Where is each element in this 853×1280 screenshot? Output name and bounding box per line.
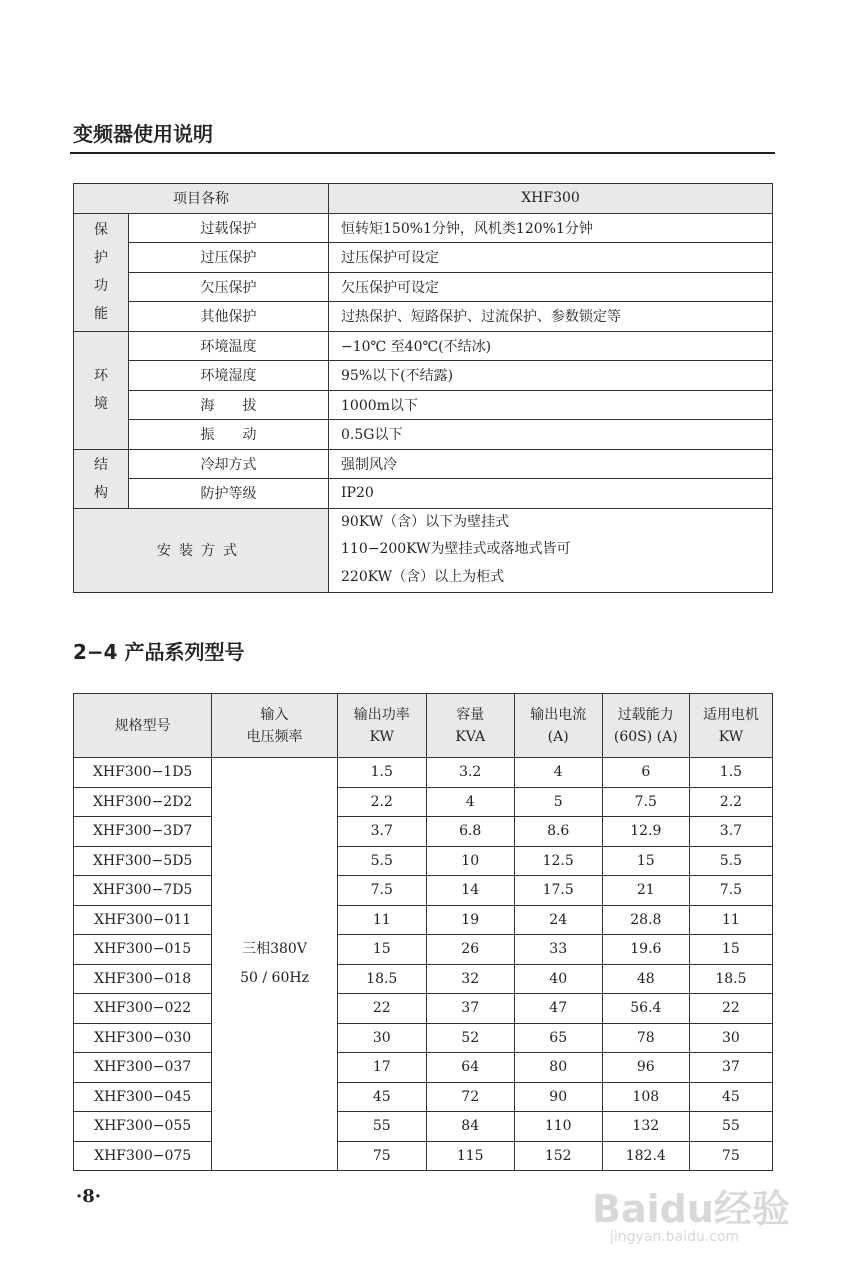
item-value: 1000m以下 [329, 390, 773, 420]
cell-value: 56.4 [602, 994, 689, 1024]
header-rule [70, 152, 775, 154]
item-name: 环境湿度 [129, 361, 329, 391]
header-line: (60S) (A) [613, 728, 678, 745]
item-value: 欠压保护可设定 [329, 272, 773, 302]
group-label [74, 331, 129, 449]
cell-value: 4 [514, 758, 602, 788]
column-header [689, 694, 772, 758]
cell-value: 15 [337, 935, 426, 965]
spec-table [73, 183, 773, 593]
install-line: 90KW（含）以下为壁挂式 [341, 513, 510, 530]
item-name: 冷却方式 [129, 449, 329, 479]
install-row [74, 508, 773, 592]
table-row [74, 876, 773, 906]
cell-value: 15 [602, 846, 689, 876]
group-char: 构 [94, 484, 108, 501]
table-row [74, 846, 773, 876]
model-name: XHF300−5D5 [74, 846, 212, 876]
cell-value: 17 [337, 1053, 426, 1083]
cell-value: 115 [426, 1141, 514, 1171]
input-voltage [212, 758, 337, 1171]
item-value: −10℃ 至40℃(不结冰) [329, 331, 773, 361]
cell-value: 5.5 [337, 846, 426, 876]
cell-value: 64 [426, 1053, 514, 1083]
cell-value: 1.5 [689, 758, 772, 788]
item-value: 恒转矩150%1分钟，风机类120%1分钟 [329, 213, 773, 243]
cell-value: 55 [689, 1112, 772, 1142]
item-name: 过压保护 [129, 243, 329, 273]
cell-value: 55 [337, 1112, 426, 1142]
item-value: IP20 [329, 479, 773, 509]
header-line: (A) [547, 728, 569, 745]
cell-value: 11 [689, 905, 772, 935]
cell-value: 11 [337, 905, 426, 935]
model-name: XHF300−3D7 [74, 817, 212, 847]
cell-value: 12.5 [514, 846, 602, 876]
cell-value: 6.8 [426, 817, 514, 847]
install-value [329, 508, 773, 592]
cell-value: 84 [426, 1112, 514, 1142]
cell-value: 22 [689, 994, 772, 1024]
cell-value: 18.5 [689, 964, 772, 994]
cell-value: 18.5 [337, 964, 426, 994]
cell-value: 40 [514, 964, 602, 994]
cell-value: 48 [602, 964, 689, 994]
cell-value: 75 [337, 1141, 426, 1171]
cell-value: 22 [337, 994, 426, 1024]
install-line: 110−200KW为壁挂式或落地式皆可 [341, 541, 571, 558]
table-row [74, 758, 773, 788]
group-label [74, 449, 129, 508]
cell-value: 78 [602, 1023, 689, 1053]
item-value: 过压保护可设定 [329, 243, 773, 273]
cell-value: 3.7 [689, 817, 772, 847]
table-row [74, 479, 773, 509]
column-header [212, 694, 337, 758]
model-name: XHF300−1D5 [74, 758, 212, 788]
voltage-line: 50 / 60Hz [240, 970, 309, 986]
page-number: ·8· [76, 1186, 102, 1207]
cell-value: 12.9 [602, 817, 689, 847]
item-value: 强制风冷 [329, 449, 773, 479]
model-name: XHF300−055 [74, 1112, 212, 1142]
cell-value: 2.2 [337, 787, 426, 817]
cell-value: 132 [602, 1112, 689, 1142]
item-name: 环境温度 [129, 331, 329, 361]
cell-value: 47 [514, 994, 602, 1024]
table-header-row [74, 694, 773, 758]
table-row [74, 390, 773, 420]
cell-value: 30 [689, 1023, 772, 1053]
cell-value: 5 [514, 787, 602, 817]
cell-value: 80 [514, 1053, 602, 1083]
cell-value: 32 [426, 964, 514, 994]
cell-value: 52 [426, 1023, 514, 1053]
table-row [74, 935, 773, 965]
header-line: 适用电机 [702, 706, 759, 723]
table-row [74, 905, 773, 935]
cell-value: 26 [426, 935, 514, 965]
item-name: 过载保护 [129, 213, 329, 243]
cell-value: 108 [602, 1082, 689, 1112]
table-row [74, 994, 773, 1024]
cell-value: 110 [514, 1112, 602, 1142]
cell-value: 14 [426, 876, 514, 906]
cell-value: 8.6 [514, 817, 602, 847]
header-line: 过载能力 [617, 706, 674, 723]
group-char: 护 [94, 250, 108, 266]
group-char: 保 [94, 222, 108, 238]
model-name: XHF300−030 [74, 1023, 212, 1053]
cell-value: 19 [426, 905, 514, 935]
header-line: 输出功率 [353, 706, 410, 723]
header-model: XHF300 [329, 184, 773, 214]
model-table [73, 693, 773, 1171]
cell-value: 182.4 [602, 1141, 689, 1171]
header-item-name: 项目各称 [74, 184, 329, 214]
item-value: 0.5G以下 [329, 420, 773, 450]
cell-value: 4 [426, 787, 514, 817]
model-name: XHF300−045 [74, 1082, 212, 1112]
cell-value: 21 [602, 876, 689, 906]
item-name: 振 动 [129, 420, 329, 450]
group-char: 环 [94, 368, 108, 384]
table-row [74, 787, 773, 817]
group-char: 结 [94, 456, 108, 473]
cell-value: 45 [689, 1082, 772, 1112]
cell-value: 30 [337, 1023, 426, 1053]
header-line: KW [369, 728, 394, 745]
cell-value: 72 [426, 1082, 514, 1112]
header-line: 电压频率 [246, 728, 303, 745]
cell-value: 28.8 [602, 905, 689, 935]
table-row [74, 1082, 773, 1112]
cell-value: 96 [602, 1053, 689, 1083]
model-name: XHF300−015 [74, 935, 212, 965]
table-row [74, 420, 773, 450]
item-value: 95%以下(不结露) [329, 361, 773, 391]
table-row [74, 449, 773, 479]
cell-value: 90 [514, 1082, 602, 1112]
model-name: XHF300−018 [74, 964, 212, 994]
header-line: KW [718, 728, 744, 745]
model-name: XHF300−2D2 [74, 787, 212, 817]
table-row [74, 817, 773, 847]
model-name: XHF300−075 [74, 1141, 212, 1171]
cell-value: 75 [689, 1141, 772, 1171]
install-label: 安装方式 [74, 508, 329, 592]
table-row [74, 1053, 773, 1083]
header-line: KVA [455, 728, 486, 745]
table-row [74, 1112, 773, 1142]
group-char: 功 [94, 278, 108, 294]
item-name: 欠压保护 [129, 272, 329, 302]
cell-value: 7.5 [602, 787, 689, 817]
section-heading: 2−4 产品系列型号 [73, 640, 245, 664]
cell-value: 3.7 [337, 817, 426, 847]
cell-value: 5.5 [689, 846, 772, 876]
header-line: 输入 [260, 706, 289, 723]
cell-value: 37 [426, 994, 514, 1024]
header-line: 输出电流 [530, 706, 587, 723]
cell-value: 7.5 [337, 876, 426, 906]
voltage-line: 三相380V [242, 941, 307, 957]
baidu-watermark: Baidu经验 jingyan.baidu.com [592, 1187, 790, 1245]
item-name: 其他保护 [129, 302, 329, 332]
item-name: 防护等级 [129, 479, 329, 509]
cell-value: 19.6 [602, 935, 689, 965]
model-name: XHF300−037 [74, 1053, 212, 1083]
cell-value: 15 [689, 935, 772, 965]
cell-value: 37 [689, 1053, 772, 1083]
table-row [74, 1141, 773, 1171]
header-line: 规格型号 [114, 717, 171, 734]
cell-value: 2.2 [689, 787, 772, 817]
column-header [74, 694, 212, 758]
cell-value: 3.2 [426, 758, 514, 788]
cell-value: 1.5 [337, 758, 426, 788]
cell-value: 24 [514, 905, 602, 935]
item-name: 海 拔 [129, 390, 329, 420]
cell-value: 33 [514, 935, 602, 965]
group-label [74, 213, 129, 331]
table-header-row [74, 184, 773, 214]
install-line: 220KW（含）以上为柜式 [341, 568, 505, 585]
table-row [74, 1023, 773, 1053]
column-header [602, 694, 689, 758]
table-row [74, 361, 773, 391]
cell-value: 45 [337, 1082, 426, 1112]
table-row [74, 213, 773, 243]
table-row [74, 243, 773, 273]
column-header [337, 694, 426, 758]
group-char: 能 [94, 306, 108, 322]
cell-value: 152 [514, 1141, 602, 1171]
model-name: XHF300−011 [74, 905, 212, 935]
cell-value: 17.5 [514, 876, 602, 906]
column-header [514, 694, 602, 758]
table-row [74, 964, 773, 994]
table-row [74, 272, 773, 302]
table-row [74, 302, 773, 332]
model-name: XHF300−022 [74, 994, 212, 1024]
cell-value: 10 [426, 846, 514, 876]
group-char: 境 [94, 396, 108, 412]
item-value: 过热保护、短路保护、过流保护、参数锁定等 [329, 302, 773, 332]
table-row [74, 331, 773, 361]
header-line: 容量 [456, 706, 485, 723]
cell-value: 6 [602, 758, 689, 788]
cell-value: 65 [514, 1023, 602, 1053]
model-name: XHF300−7D5 [74, 876, 212, 906]
cell-value: 7.5 [689, 876, 772, 906]
column-header [426, 694, 514, 758]
page-title: 变频器使用说明 [73, 122, 213, 146]
